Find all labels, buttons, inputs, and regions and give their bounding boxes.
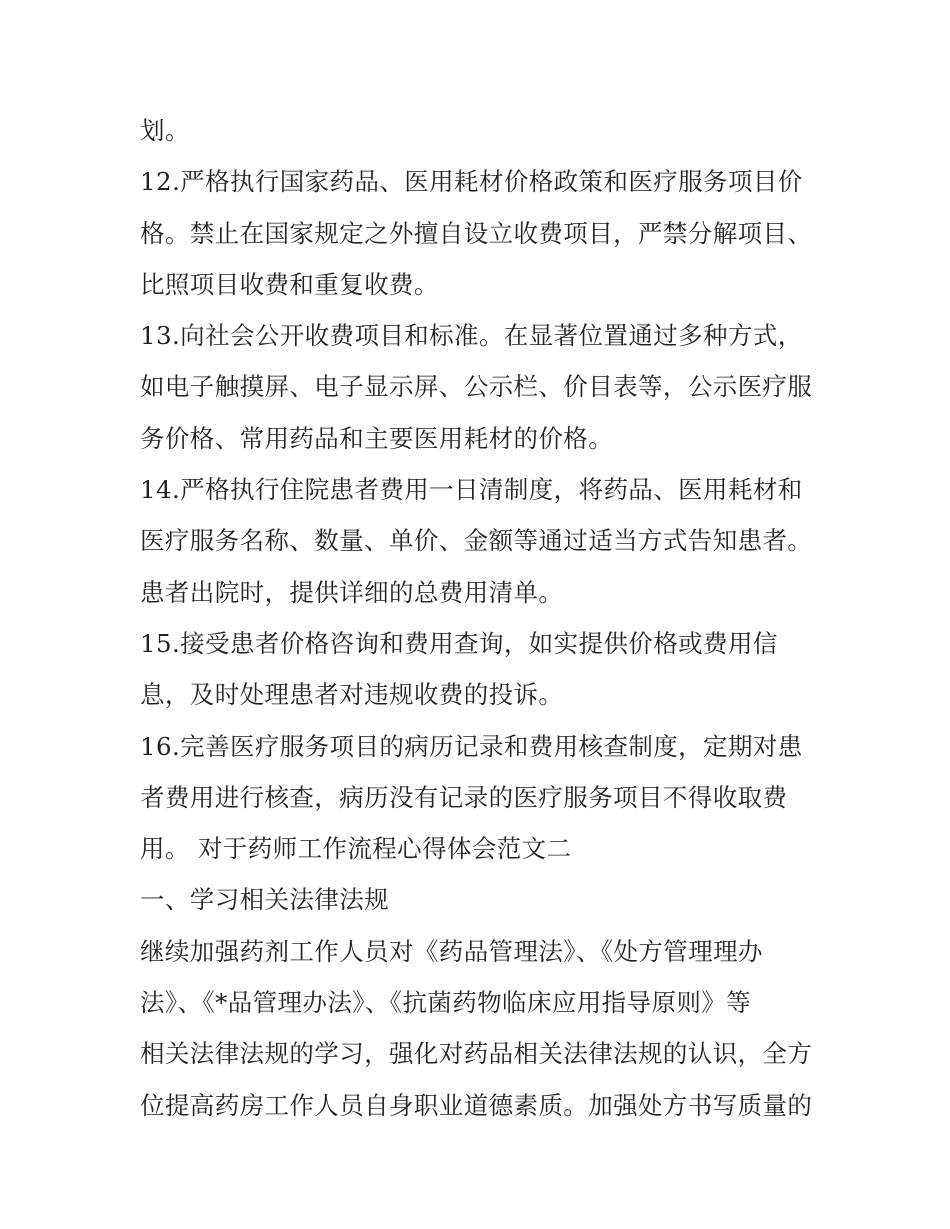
text-line: 医疗服务名称、数量、单价、金额等通过适当方式告知患者。 <box>140 526 813 556</box>
text-line: 如电子触摸屏、电子显示屏、公示栏、价目表等，公示医疗服 <box>140 372 813 402</box>
text-line: 比照项目收费和重复收费。 <box>140 269 439 299</box>
text-line: 格。禁止在国家规定之外擅自设立收费项目，严禁分解项目、 <box>140 218 813 248</box>
text-line: 用。 对于药师工作流程心得体会范文二 <box>140 834 572 864</box>
text-line: 息，及时处理患者对违规收费的投诉。 <box>140 680 564 710</box>
text-line: 务价格、常用药品和主要医用耗材的价格。 <box>140 423 614 453</box>
document-body <box>140 105 820 1131</box>
text-line: 15.接受患者价格咨询和费用查询，如实提供价格或费用信 <box>140 628 778 658</box>
text-line: 法》、《*品管理办法》、《抗菌药物临床应用指导原则》等 <box>140 988 752 1018</box>
text-line: 继续加强药剂工作人员对《药品管理法》、《处方管理理办 <box>140 936 763 966</box>
text-line: 16.完善医疗服务项目的病历记录和费用核查制度，定期对患 <box>140 731 803 761</box>
section-heading: 一、学习相关法律法规 <box>140 885 389 915</box>
text-line: 12.严格执行国家药品、医用耗材价格政策和医疗服务项目价 <box>140 167 803 197</box>
text-line: 划。 <box>140 116 190 145</box>
text-line: 者费用进行核查，病历没有记录的医疗服务项目不得收取费 <box>140 782 788 812</box>
text-line: 相关法律法规的学习，强化对药品相关法律法规的认识，全方 <box>140 1039 813 1069</box>
text-line: 13.向社会公开收费项目和标准。在显著位置通过多种方式， <box>140 321 803 351</box>
text-line: 14.严格执行住院患者费用一日清制度，将药品、医用耗材和 <box>140 475 803 505</box>
text-line: 患者出院时，提供详细的总费用清单。 <box>140 577 564 607</box>
text-line: 位提高药房工作人员自身职业道德素质。加强处方书写质量的 <box>140 1090 813 1120</box>
